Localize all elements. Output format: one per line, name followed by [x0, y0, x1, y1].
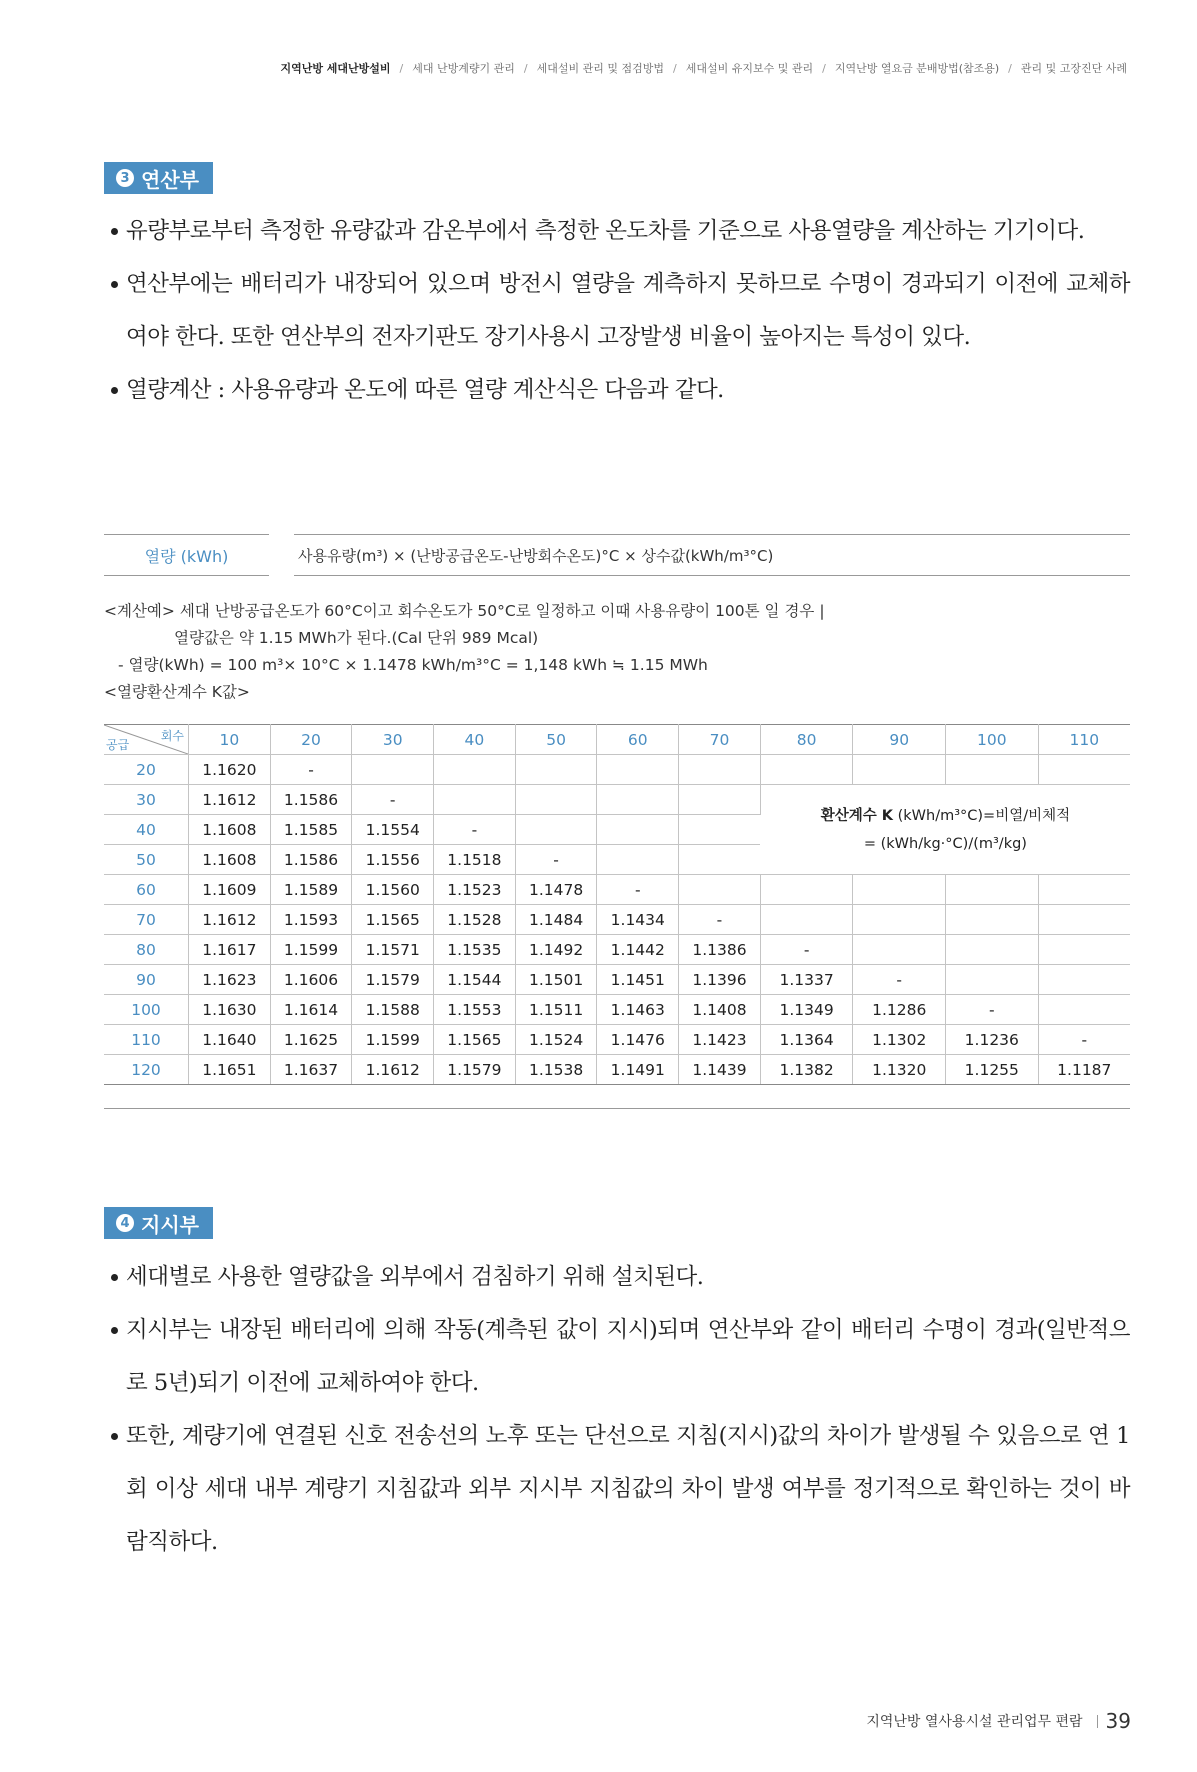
table-cell: 1.1565: [352, 905, 434, 935]
table-cell: 1.1518: [434, 845, 516, 875]
row-header: 40: [104, 815, 189, 845]
table-cell: [1038, 875, 1130, 905]
table-cell: 1.1544: [434, 965, 516, 995]
table-cell: 1.1560: [352, 875, 434, 905]
section-heading-calculator: [104, 162, 213, 194]
table-cell: 1.1511: [515, 995, 597, 1025]
book-title: 지역난방 열사용시설 관리업무 편람: [866, 1714, 1083, 1730]
table-cell: 1.1255: [946, 1055, 1039, 1085]
table-cell: 1.1625: [270, 1025, 352, 1055]
breadcrumb-item[interactable]: 관리 및 고장진단 사례: [1020, 62, 1127, 75]
row-header: 60: [104, 875, 189, 905]
breadcrumb-item[interactable]: 지역난방 세대난방설비: [280, 62, 391, 75]
bullet-item: 유량부로부터 측정한 유량값과 감온부에서 측정한 온도차를 기준으로 사용열량을 계산하는 기기이다.: [104, 205, 1130, 258]
note-line: [761, 802, 1130, 830]
table-cell: 1.1593: [270, 905, 352, 935]
table-cell: 1.1364: [760, 1025, 853, 1055]
table-cell: 1.1586: [270, 785, 352, 815]
breadcrumb: [100, 60, 1127, 76]
example-line: - 열량(kWh) = 100 m³× 10°C × 1.1478 kWh/m³°C = 1,148 kWh ≒ 1.15 MWh: [118, 656, 708, 674]
table-cell: 1.1434: [597, 905, 679, 935]
table-cell: 1.1609: [189, 875, 271, 905]
table-cell: 1.1651: [189, 1055, 271, 1085]
breadcrumb-separator: /: [1008, 61, 1012, 75]
table-cell: [515, 785, 597, 815]
table-cell: 1.1187: [1038, 1055, 1130, 1085]
table-cell: 1.1538: [515, 1055, 597, 1085]
table-cell: 1.1491: [597, 1055, 679, 1085]
table-cell: [515, 815, 597, 845]
table-cell: 1.1617: [189, 935, 271, 965]
note-bold: 환산계수 K: [820, 807, 893, 824]
supply-temp-label: 공급: [106, 738, 130, 752]
divider: [1097, 1715, 1098, 1728]
table-cell: 1.1589: [270, 875, 352, 905]
table-body: [104, 755, 1130, 1085]
table-cell: [679, 785, 761, 815]
table-cell: 1.1612: [189, 785, 271, 815]
table-cell: 1.1637: [270, 1055, 352, 1085]
table-cell: 1.1586: [270, 845, 352, 875]
table-cell: [597, 755, 679, 785]
table-cell: 1.1423: [679, 1025, 761, 1055]
table-cell: -: [1038, 1025, 1130, 1055]
column-header: 100: [946, 725, 1039, 755]
column-header: 10: [189, 725, 271, 755]
table-cell: 1.1302: [853, 1025, 946, 1055]
table-row: [104, 935, 1130, 965]
table-row: [104, 965, 1130, 995]
table-cell: 1.1501: [515, 965, 597, 995]
page-number: 39: [1105, 1709, 1131, 1733]
section-title: 지시부: [141, 1212, 199, 1237]
table-cell: 1.1523: [434, 875, 516, 905]
table-cell: [679, 845, 761, 875]
table-cell: 1.1286: [853, 995, 946, 1025]
bullet-item: 또한, 계량기에 연결된 신호 전송선의 노후 또는 단선으로 지침(지시)값의 차이가 발생될 수 있음으로 연 1회 이상 세대 내부 계량기 지침값과 외부 지시부 지침값의 차이 발생 여부를 정기적으로 확인하는 것이 바람직하다.: [104, 1410, 1130, 1569]
note-line: = (kWh/kg·°C)/(m³/kg): [863, 835, 1027, 852]
table-header-row: [104, 725, 1130, 755]
table-cell: 1.1599: [352, 1025, 434, 1055]
table-cell: 1.1612: [352, 1055, 434, 1085]
table-cell: [352, 755, 434, 785]
row-header: 20: [104, 755, 189, 785]
conversion-note: [760, 785, 1130, 875]
table-cell: [679, 815, 761, 845]
table-cell: 1.1492: [515, 935, 597, 965]
table-cell: -: [434, 815, 516, 845]
table-cell: 1.1588: [352, 995, 434, 1025]
table-row: [104, 905, 1130, 935]
breadcrumb-item[interactable]: 세대설비 유지보수 및 관리: [685, 62, 814, 75]
table-cell: 1.1599: [270, 935, 352, 965]
table-cell: 1.1478: [515, 875, 597, 905]
table-cell: 1.1579: [434, 1055, 516, 1085]
table-cell: [1038, 995, 1130, 1025]
table-cell: 1.1608: [189, 815, 271, 845]
breadcrumb-separator: /: [822, 61, 826, 75]
row-header: 50: [104, 845, 189, 875]
example-line: 열량값은 약 1.15 MWh가 된다.(Cal 단위 989 Mcal): [174, 629, 539, 647]
table-cell: 1.1396: [679, 965, 761, 995]
table-corner-cell: [104, 725, 189, 755]
calculation-example: [104, 598, 1130, 706]
table-cell: 1.1556: [352, 845, 434, 875]
section3-bullet-list: [104, 205, 1130, 417]
page-footer: [866, 1709, 1131, 1733]
note-text: (kWh/m³°C)=비열/비체적: [893, 807, 1071, 824]
formula-expression: 사용유량(m³) × (난방공급온도-난방회수온도)°C × 상수값(kWh/m³°C): [294, 534, 1130, 576]
breadcrumb-separator: /: [399, 61, 404, 75]
row-header: 110: [104, 1025, 189, 1055]
divider: [104, 1108, 1130, 1109]
table-cell: 1.1476: [597, 1025, 679, 1055]
row-header: 90: [104, 965, 189, 995]
table-cell: 1.1553: [434, 995, 516, 1025]
bullet-item: 세대별로 사용한 열량값을 외부에서 검침하기 위해 설치된다.: [104, 1251, 1130, 1304]
table-cell: [946, 755, 1039, 785]
table-cell: 1.1606: [270, 965, 352, 995]
column-header: 70: [679, 725, 761, 755]
table-cell: [597, 785, 679, 815]
bullet-item: 열량계산 : 사용유량과 온도에 따른 열량 계산식은 다음과 같다.: [104, 364, 1130, 417]
breadcrumb-separator: /: [673, 61, 677, 75]
section-title: 연산부: [141, 167, 199, 192]
table-cell: 1.1386: [679, 935, 761, 965]
table-cell: 1.1630: [189, 995, 271, 1025]
table-cell: [946, 875, 1039, 905]
table-cell: -: [679, 905, 761, 935]
breadcrumb-item[interactable]: 세대 난방계량기 관리: [412, 62, 515, 75]
table-cell: [760, 905, 853, 935]
table-cell: 1.1571: [352, 935, 434, 965]
table-cell: 1.1528: [434, 905, 516, 935]
table-cell: [679, 755, 761, 785]
table-cell: 1.1608: [189, 845, 271, 875]
table-row: [104, 1025, 1130, 1055]
table-row: [104, 875, 1130, 905]
table-cell: 1.1620: [189, 755, 271, 785]
table-cell: 1.1565: [434, 1025, 516, 1055]
table-cell: [597, 845, 679, 875]
table-cell: 1.1484: [515, 905, 597, 935]
table-cell: -: [270, 755, 352, 785]
table-cell: [853, 905, 946, 935]
table-cell: -: [760, 935, 853, 965]
table-cell: 1.1320: [853, 1055, 946, 1085]
table-row: [104, 755, 1130, 785]
table-cell: [1038, 935, 1130, 965]
breadcrumb-item[interactable]: 지역난방 열요금 분배방법(참조용): [834, 62, 1000, 75]
table-cell: 1.1614: [270, 995, 352, 1025]
section-number-badge: 4: [116, 1214, 134, 1232]
column-header: 50: [515, 725, 597, 755]
table-cell: 1.1451: [597, 965, 679, 995]
table-cell: [853, 875, 946, 905]
bullet-item: 연산부에는 배터리가 내장되어 있으며 방전시 열량을 계측하지 못하므로 수명이 경과되기 이전에 교체하여야 한다. 또한 연산부의 전자기판도 장기사용시 고장발생 비율이 높아지는 특성이 있다.: [104, 258, 1130, 364]
section4-bullet-list: [104, 1251, 1130, 1569]
table-cell: [515, 755, 597, 785]
table-cell: [434, 755, 516, 785]
row-header: 30: [104, 785, 189, 815]
table-cell: 1.1554: [352, 815, 434, 845]
section-heading-indicator: [104, 1207, 213, 1239]
table-cell: 1.1612: [189, 905, 271, 935]
table-cell: 1.1640: [189, 1025, 271, 1055]
row-header: 70: [104, 905, 189, 935]
row-header: 80: [104, 935, 189, 965]
table-cell: -: [352, 785, 434, 815]
formula-label: 열량 (kWh): [104, 534, 269, 576]
table-caption: <열량환산계수 K값>: [104, 683, 250, 701]
row-header: 100: [104, 995, 189, 1025]
breadcrumb-item[interactable]: 세대설비 관리 및 점검방법: [536, 62, 664, 75]
column-header: 90: [853, 725, 946, 755]
table-cell: 1.1408: [679, 995, 761, 1025]
table-cell: [946, 905, 1039, 935]
section-number-badge: 3: [116, 169, 134, 187]
example-line: <계산예> 세대 난방공급온도가 60°C이고 회수온도가 50°C로 일정하고 이때 사용유량이 100톤 일 경우 |: [104, 602, 825, 620]
table-row: [104, 1055, 1130, 1085]
table-cell: [946, 965, 1039, 995]
row-header: 120: [104, 1055, 189, 1085]
table-cell: [946, 935, 1039, 965]
table-cell: -: [946, 995, 1039, 1025]
heat-formula: [104, 534, 1130, 574]
table-cell: 1.1337: [760, 965, 853, 995]
column-header: 40: [434, 725, 516, 755]
table-cell: [853, 755, 946, 785]
table-cell: [1038, 905, 1130, 935]
table-cell: 1.1579: [352, 965, 434, 995]
table-cell: -: [597, 875, 679, 905]
table-cell: 1.1623: [189, 965, 271, 995]
column-header: 60: [597, 725, 679, 755]
column-header: 80: [760, 725, 853, 755]
table-cell: -: [515, 845, 597, 875]
table-cell: [853, 935, 946, 965]
table-cell: [1038, 965, 1130, 995]
table-cell: [679, 875, 761, 905]
breadcrumb-separator: /: [523, 61, 528, 75]
table-cell: -: [853, 965, 946, 995]
table-row: [104, 995, 1130, 1025]
conversion-factor-table: [104, 724, 1130, 1085]
table-cell: 1.1585: [270, 815, 352, 845]
table-cell: [760, 755, 853, 785]
column-header: 30: [352, 725, 434, 755]
table-cell: 1.1524: [515, 1025, 597, 1055]
table-cell: [434, 785, 516, 815]
return-temp-label: 회수: [160, 729, 184, 743]
table-cell: 1.1349: [760, 995, 853, 1025]
table-cell: 1.1442: [597, 935, 679, 965]
table-row: [104, 785, 1130, 815]
table-cell: 1.1463: [597, 995, 679, 1025]
table-cell: 1.1439: [679, 1055, 761, 1085]
table-cell: 1.1236: [946, 1025, 1039, 1055]
column-header: 110: [1038, 725, 1130, 755]
table-cell: [760, 875, 853, 905]
table-cell: 1.1535: [434, 935, 516, 965]
table-cell: [597, 815, 679, 845]
table-cell: 1.1382: [760, 1055, 853, 1085]
column-header: 20: [270, 725, 352, 755]
bullet-item: 지시부는 내장된 배터리에 의해 작동(계측된 값이 지시)되며 연산부와 같이 배터리 수명이 경과(일반적으로 5년)되기 이전에 교체하여야 한다.: [104, 1304, 1130, 1410]
table-cell: [1038, 755, 1130, 785]
